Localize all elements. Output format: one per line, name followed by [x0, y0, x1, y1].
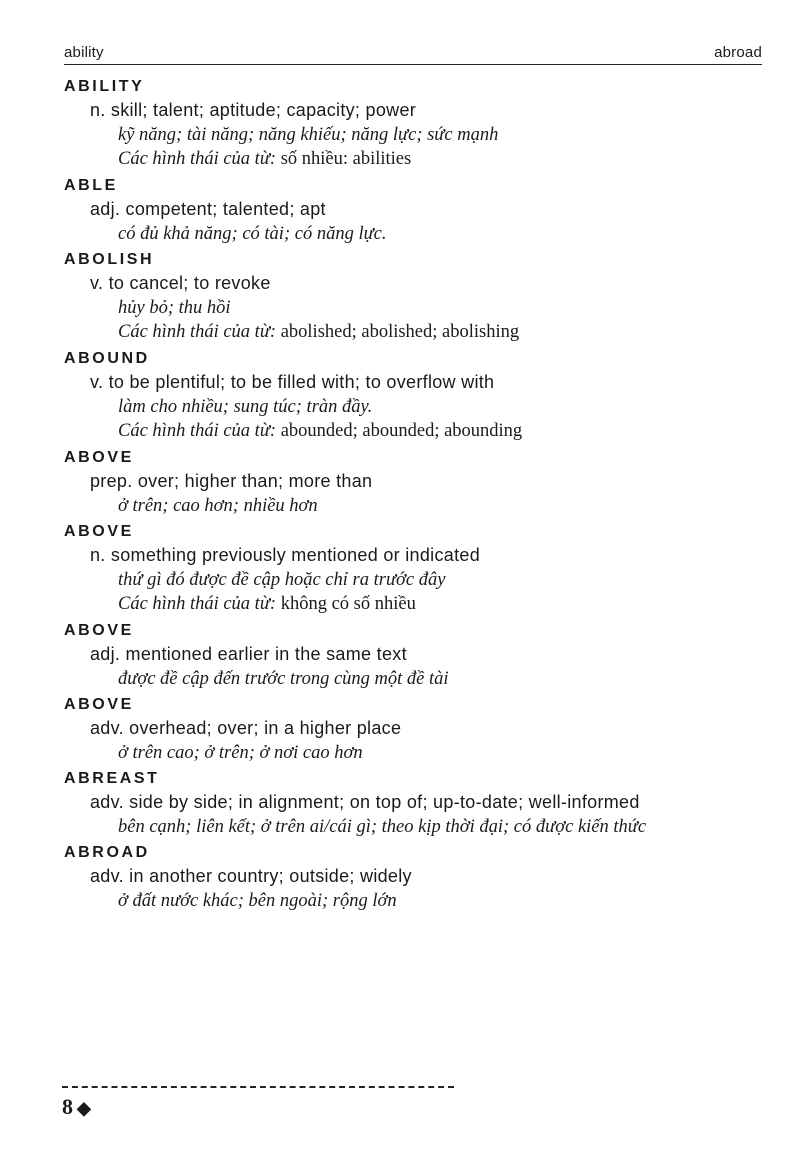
- entry-definition: adj. competent; talented; apt: [90, 199, 326, 219]
- dictionary-entry: [64, 76, 764, 172]
- word-forms-value: không có số nhiều: [280, 594, 416, 614]
- entry-definition: adv. in another country; outside; widely: [90, 866, 412, 886]
- running-header: [64, 42, 762, 65]
- entry-translation: ở trên; cao hơn; nhiều hơn: [118, 496, 318, 516]
- entry-word-forms: [64, 419, 764, 444]
- word-forms-value: abounded; abounded; abounding: [280, 421, 523, 441]
- entry-headword: ABOVE: [64, 449, 134, 466]
- dictionary-entry: [64, 521, 764, 617]
- footer-divider: [62, 1086, 454, 1088]
- entry-translation: làm cho nhiều; sung túc; tràn đầy.: [118, 397, 373, 417]
- header-first-word: ability: [64, 44, 104, 61]
- entry-definition: adv. side by side; in alignment; on top of; up-to-date; well-informed: [90, 792, 640, 812]
- entry-headword: ABLE: [64, 177, 118, 194]
- word-forms-value: số nhiều: abilities: [280, 149, 412, 169]
- word-forms-label: Các hình thái của từ:: [118, 421, 277, 441]
- entry-word-forms: [64, 592, 764, 617]
- entry-headword: ABOUND: [64, 350, 150, 367]
- dictionary-entry: [64, 348, 764, 444]
- entry-translation: hủy bỏ; thu hồi: [118, 298, 231, 318]
- entry-definition: v. to cancel; to revoke: [90, 273, 271, 293]
- entry-headword: ABOVE: [64, 622, 134, 639]
- entry-definition: adv. overhead; over; in a higher place: [90, 718, 402, 738]
- header-last-word: abroad: [714, 44, 762, 61]
- entry-translation: ở đất nước khác; bên ngoài; rộng lớn: [118, 891, 397, 911]
- dictionary-entry: [64, 249, 764, 345]
- entry-translation: bên cạnh; liên kết; ở trên ai/cái gì; theo kịp thời đại; có được kiến thức: [118, 817, 647, 837]
- entry-word-forms: [64, 320, 764, 345]
- word-forms-label: Các hình thái của từ:: [118, 594, 277, 614]
- page-number: 8: [62, 1094, 73, 1119]
- entry-definition: adj. mentioned earlier in the same text: [90, 644, 407, 664]
- entry-translation: kỹ năng; tài năng; năng khiếu; năng lực; sức mạnh: [118, 125, 499, 145]
- entry-translation: có đủ khả năng; có tài; có năng lực.: [118, 224, 387, 244]
- word-forms-label: Các hình thái của từ:: [118, 149, 277, 169]
- dictionary-entry: [64, 768, 764, 839]
- entry-translation: thứ gì đó được đề cập hoặc chỉ ra trước đây: [118, 570, 446, 590]
- diamond-icon: ◆: [77, 1098, 91, 1118]
- dictionary-entry: [64, 447, 764, 518]
- dictionary-entry: [64, 175, 764, 246]
- entry-headword: ABOLISH: [64, 251, 155, 268]
- entry-headword: ABREAST: [64, 770, 160, 787]
- word-forms-value: abolished; abolished; abolishing: [280, 322, 520, 342]
- entry-definition: n. skill; talent; aptitude; capacity; power: [90, 100, 417, 120]
- word-forms-label: Các hình thái của từ:: [118, 322, 277, 342]
- entry-definition: v. to be plentiful; to be filled with; to overflow with: [90, 372, 495, 392]
- entry-headword: ABILITY: [64, 78, 145, 95]
- entry-definition: prep. over; higher than; more than: [90, 471, 373, 491]
- entry-translation: ở trên cao; ở trên; ở nơi cao hơn: [118, 743, 363, 763]
- dictionary-entry: [64, 620, 764, 691]
- entry-translation: được đề cập đến trước trong cùng một đề tài: [118, 669, 449, 689]
- page-footer: [62, 1094, 91, 1121]
- entry-word-forms: [64, 147, 764, 172]
- dictionary-entry: [64, 842, 764, 913]
- entry-headword: ABOVE: [64, 696, 134, 713]
- entry-headword: ABOVE: [64, 523, 134, 540]
- entry-headword: ABROAD: [64, 844, 150, 861]
- entry-definition: n. something previously mentioned or indicated: [90, 545, 481, 565]
- dictionary-entries: [64, 75, 764, 916]
- dictionary-entry: [64, 694, 764, 765]
